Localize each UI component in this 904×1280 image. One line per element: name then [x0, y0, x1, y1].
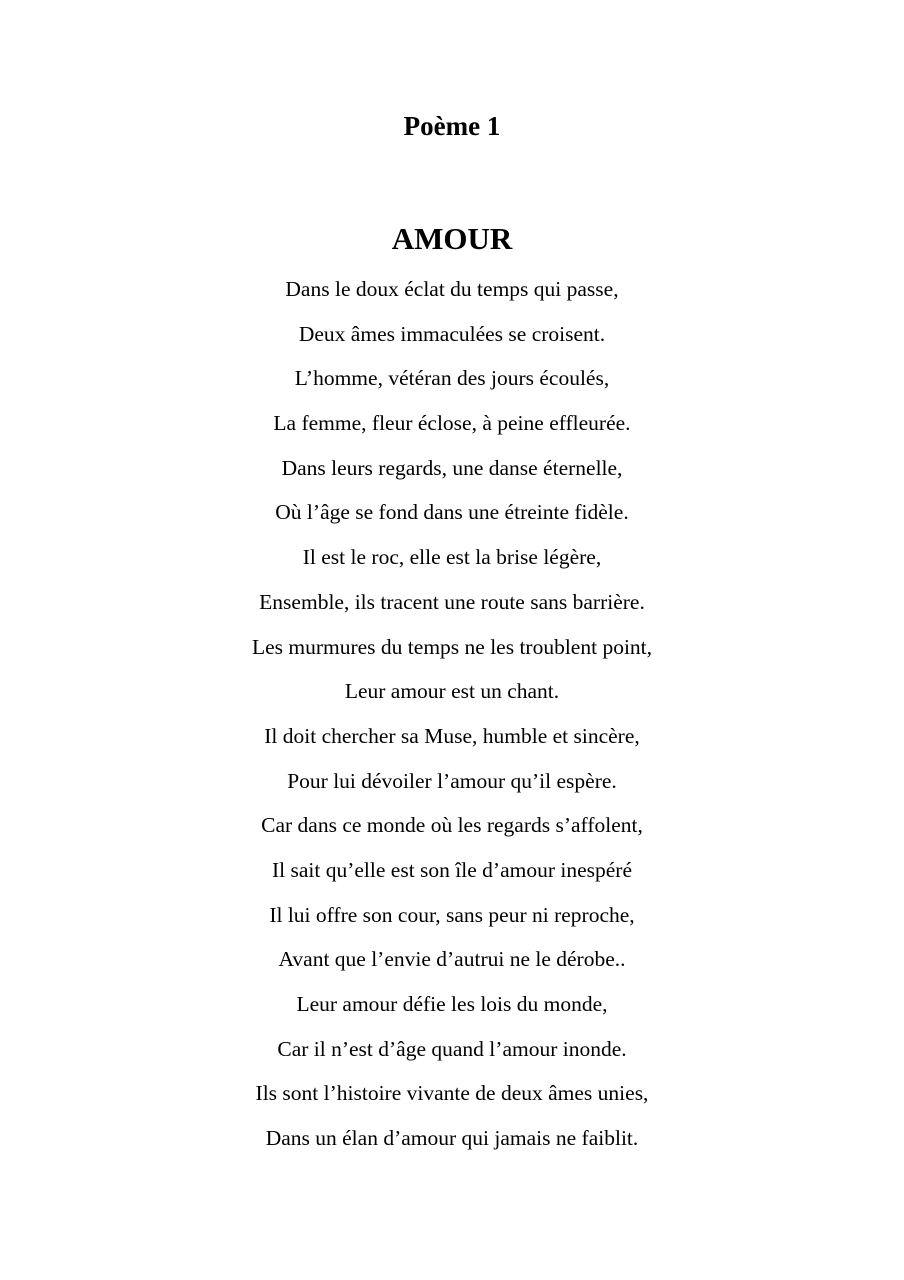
poem-line-11: Il doit chercher sa Muse, humble et sincère,: [264, 723, 640, 748]
poem-title: AMOUR: [391, 221, 513, 256]
poem-line-17: Leur amour défie les lois du monde,: [296, 992, 608, 1016]
poem-line-9: Les murmures du temps ne les troublent point,: [251, 634, 653, 659]
poem-line-10: Leur amour est un chant.: [344, 679, 560, 704]
poem-line-18: Car il n’est d’âge quand l’amour inonde.: [277, 1036, 627, 1061]
poem-number-heading: Poème 1: [403, 111, 501, 141]
poem-line-3: L’homme, vétéran des jours écoulés,: [294, 366, 610, 391]
poem-line-5: Dans leurs regards, une danse éternelle,: [281, 455, 623, 480]
poem-line-13: Car dans ce monde où les regards s’affolent,: [261, 813, 643, 838]
poem-line-15: Il lui offre son cour, sans peur ni reproche,: [269, 902, 635, 927]
poem-line-12: Pour lui dévoiler l’amour qu’il espère.: [287, 768, 617, 793]
poem-line-4: La femme, fleur éclose, à peine effleurée.: [273, 411, 631, 436]
poem-line-7: Il est le roc, elle est la brise légère,: [302, 545, 602, 570]
poem-line-8: Ensemble, ils tracent une route sans barrière.: [259, 589, 645, 614]
poem-line-6: Où l’âge se fond dans une étreinte fidèle.: [275, 500, 629, 525]
poem-line-19: Ils sont l’histoire vivante de deux âmes unies,: [255, 1081, 649, 1106]
poem-line-14: Il sait qu’elle est son île d’amour inespéré: [271, 857, 632, 882]
poem-line-2: Deux âmes immaculées se croisent.: [298, 321, 606, 346]
poem-body: [0, 270, 904, 1164]
poem-line-1: Dans le doux éclat du temps qui passe,: [285, 277, 619, 301]
poem-line-20: Dans un élan d’amour qui jamais ne faiblit.: [265, 1126, 639, 1151]
poem-line-16: Avant que l’envie d’autrui ne le dérobe..: [278, 947, 626, 972]
